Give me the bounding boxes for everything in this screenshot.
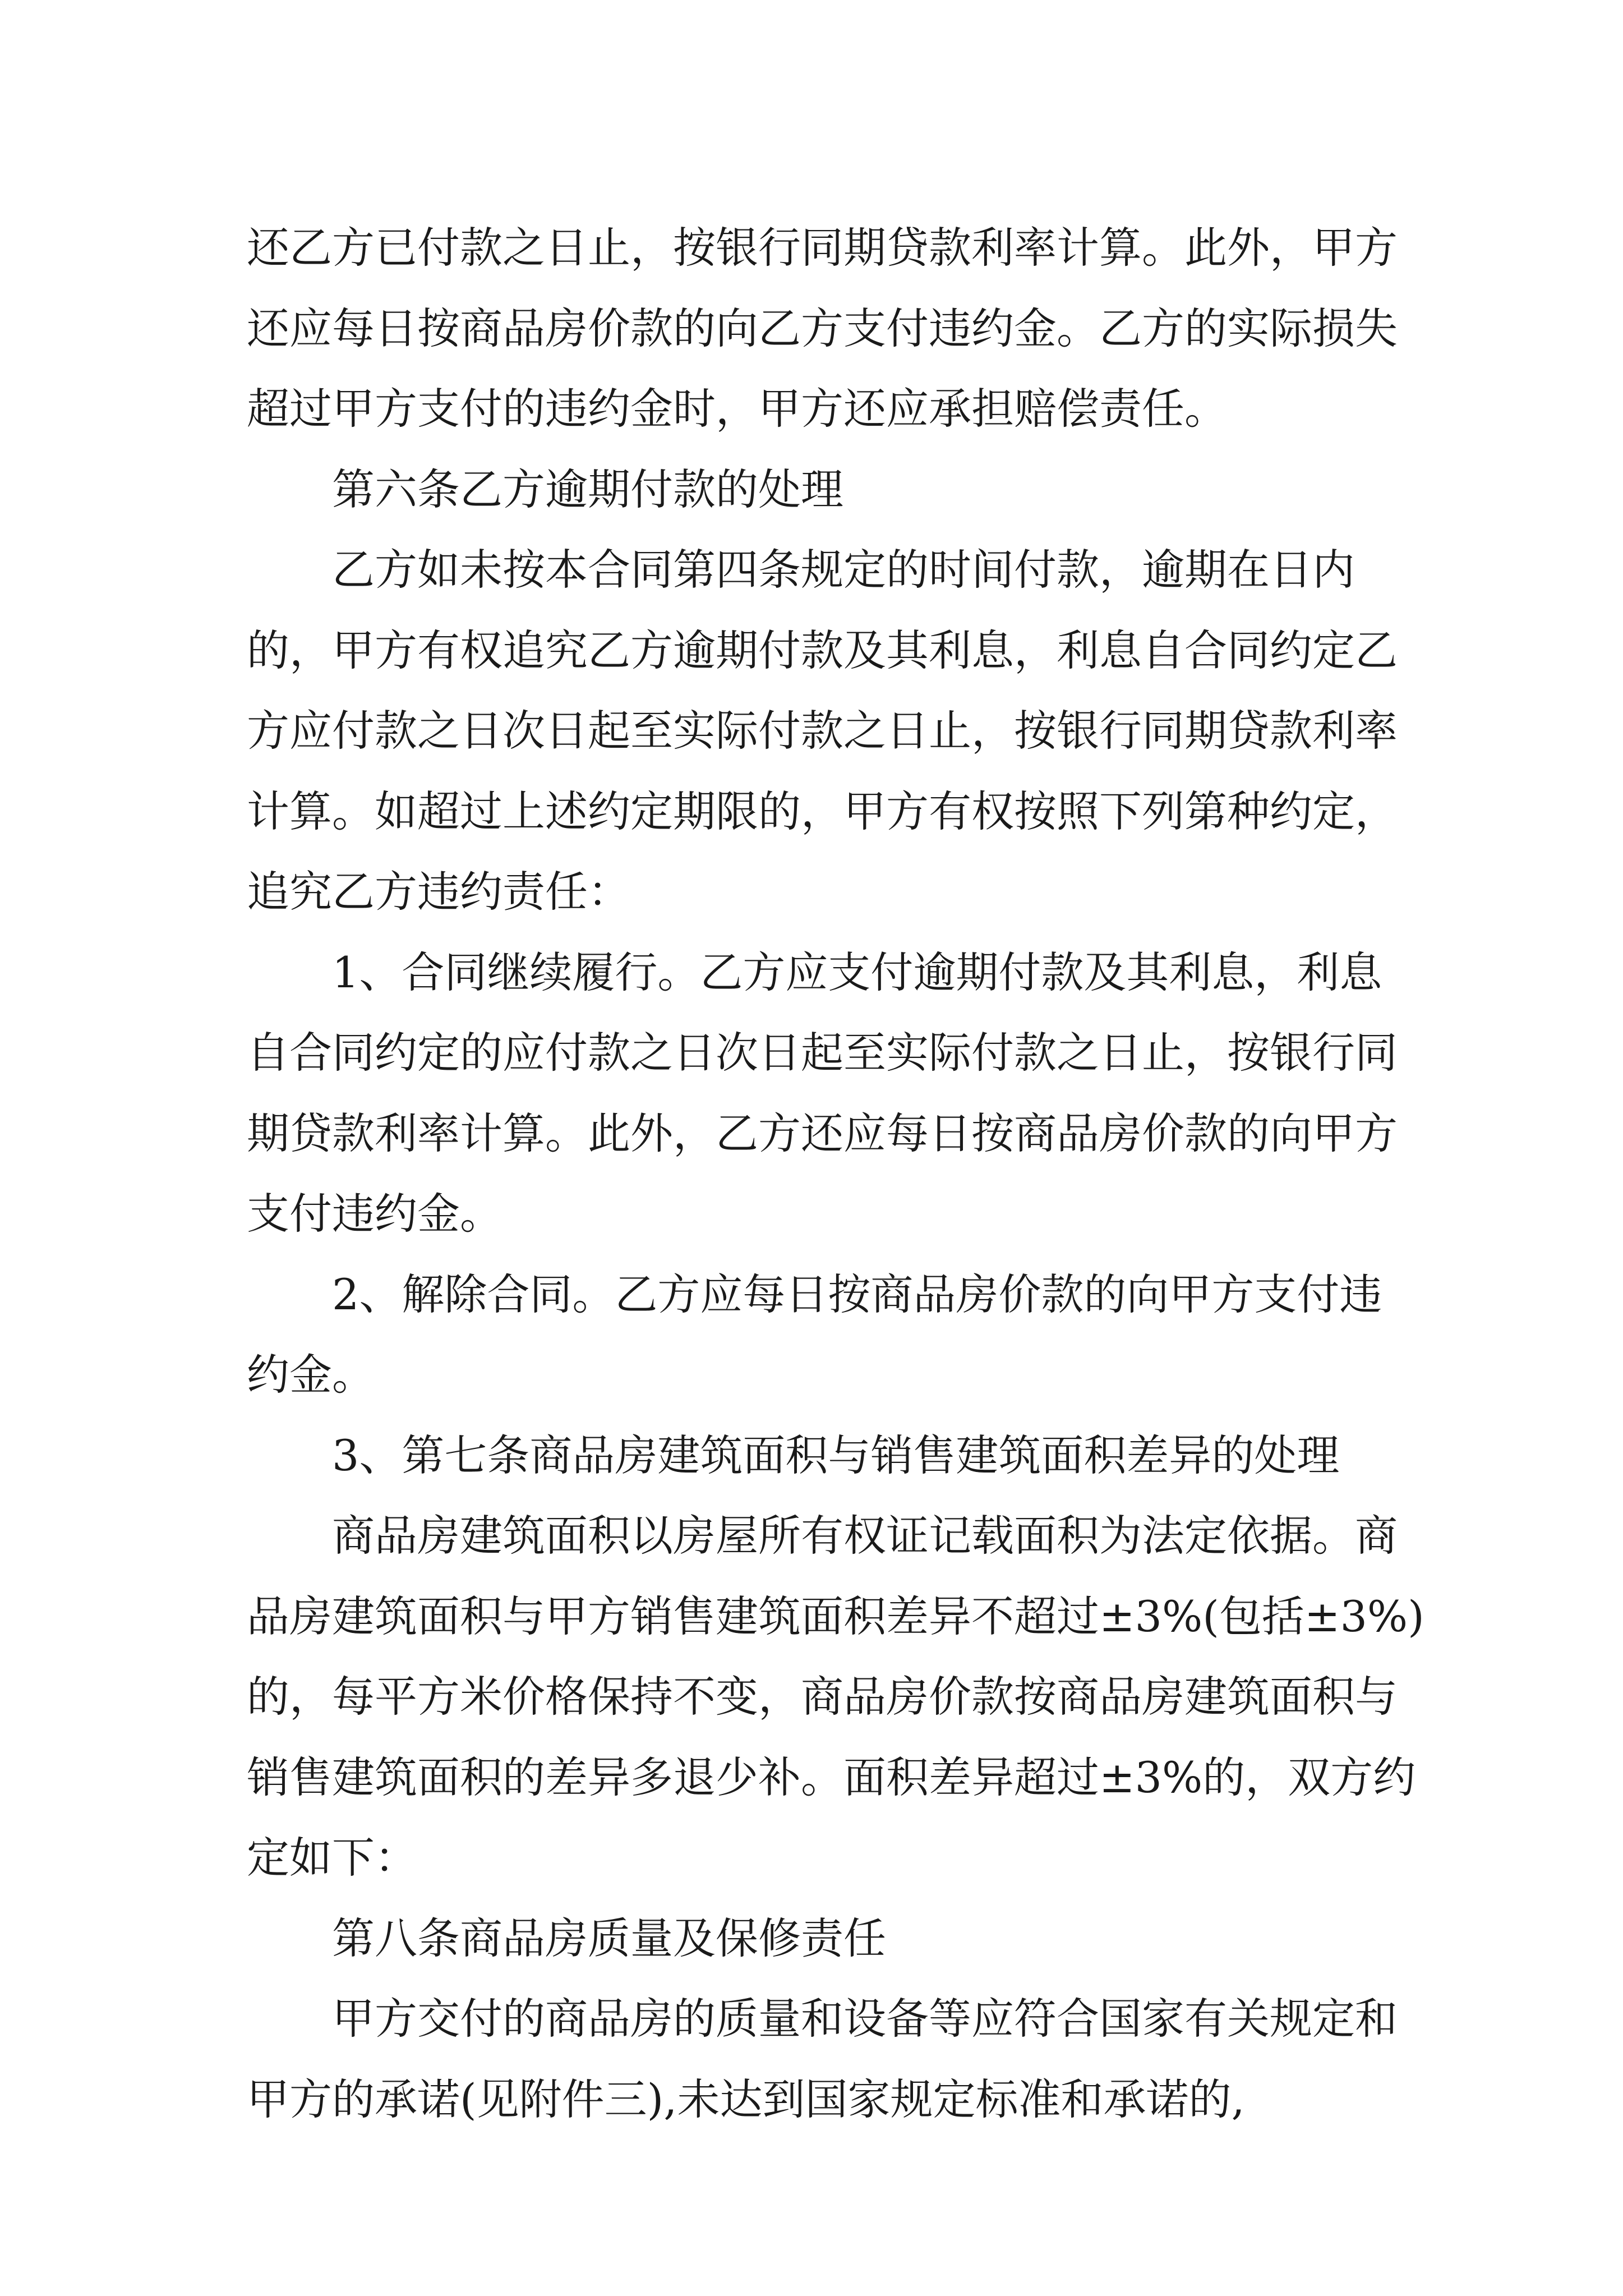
paragraph-option-1: 1、合同继续履行。乙方应支付逾期付款及其利息，利息自合同约定的应付款之日次日起至实际付款之日止，按银行同期贷款利率计算。此外，乙方还应每日按商品房价款的向甲方支付违约金。 <box>247 947 1398 1239</box>
paragraph-overdue-payment: 乙方如未按本合同第四条规定的时间付款，逾期在日内的，甲方有权追究乙方逾期付款及其利息，利息自合同约定乙方应付款之日次日起至实际付款之日止，按银行同期贷款利率计算。如超过上述约定期限的，甲方有权按照下列第种约定，追究乙方违约责任： <box>247 545 1398 917</box>
heading-article-6: 第六条乙方逾期付款的处理 <box>332 464 843 514</box>
heading-article-8: 第八条商品房质量及保修责任 <box>332 1913 886 1963</box>
paragraph-quality-warranty: 甲方交付的商品房的质量和设备等应符合国家有关规定和甲方的承诺(见附件三),未达到国家规定标准和承诺的, <box>247 1994 1398 2124</box>
paragraph-area-difference: 商品房建筑面积以房屋所有权证记载面积为法定依据。商品房建筑面积与甲方销售建筑面积差异不超过±3%(包括±3%)的，每平方米价格保持不变，商品房价款按商品房建筑面积与销售建筑面积的差异多退少补。面积差异超过±3%的，双方约定如下： <box>247 1511 1424 1883</box>
paragraph-penalty-seller: 还乙方已付款之日止，按银行同期贷款利率计算。此外，甲方还应每日按商品房价款的向乙方支付违约金。乙方的实际损失超过甲方支付的违约金时，甲方还应承担赔偿责任。 <box>247 223 1398 434</box>
heading-article-7: 3、第七条商品房建筑面积与销售建筑面积差异的处理 <box>332 1430 1340 1480</box>
document-body <box>247 208 1424 2139</box>
paragraph-option-2: 2、解除合同。乙方应每日按商品房价款的向甲方支付违约金。 <box>247 1269 1382 1400</box>
